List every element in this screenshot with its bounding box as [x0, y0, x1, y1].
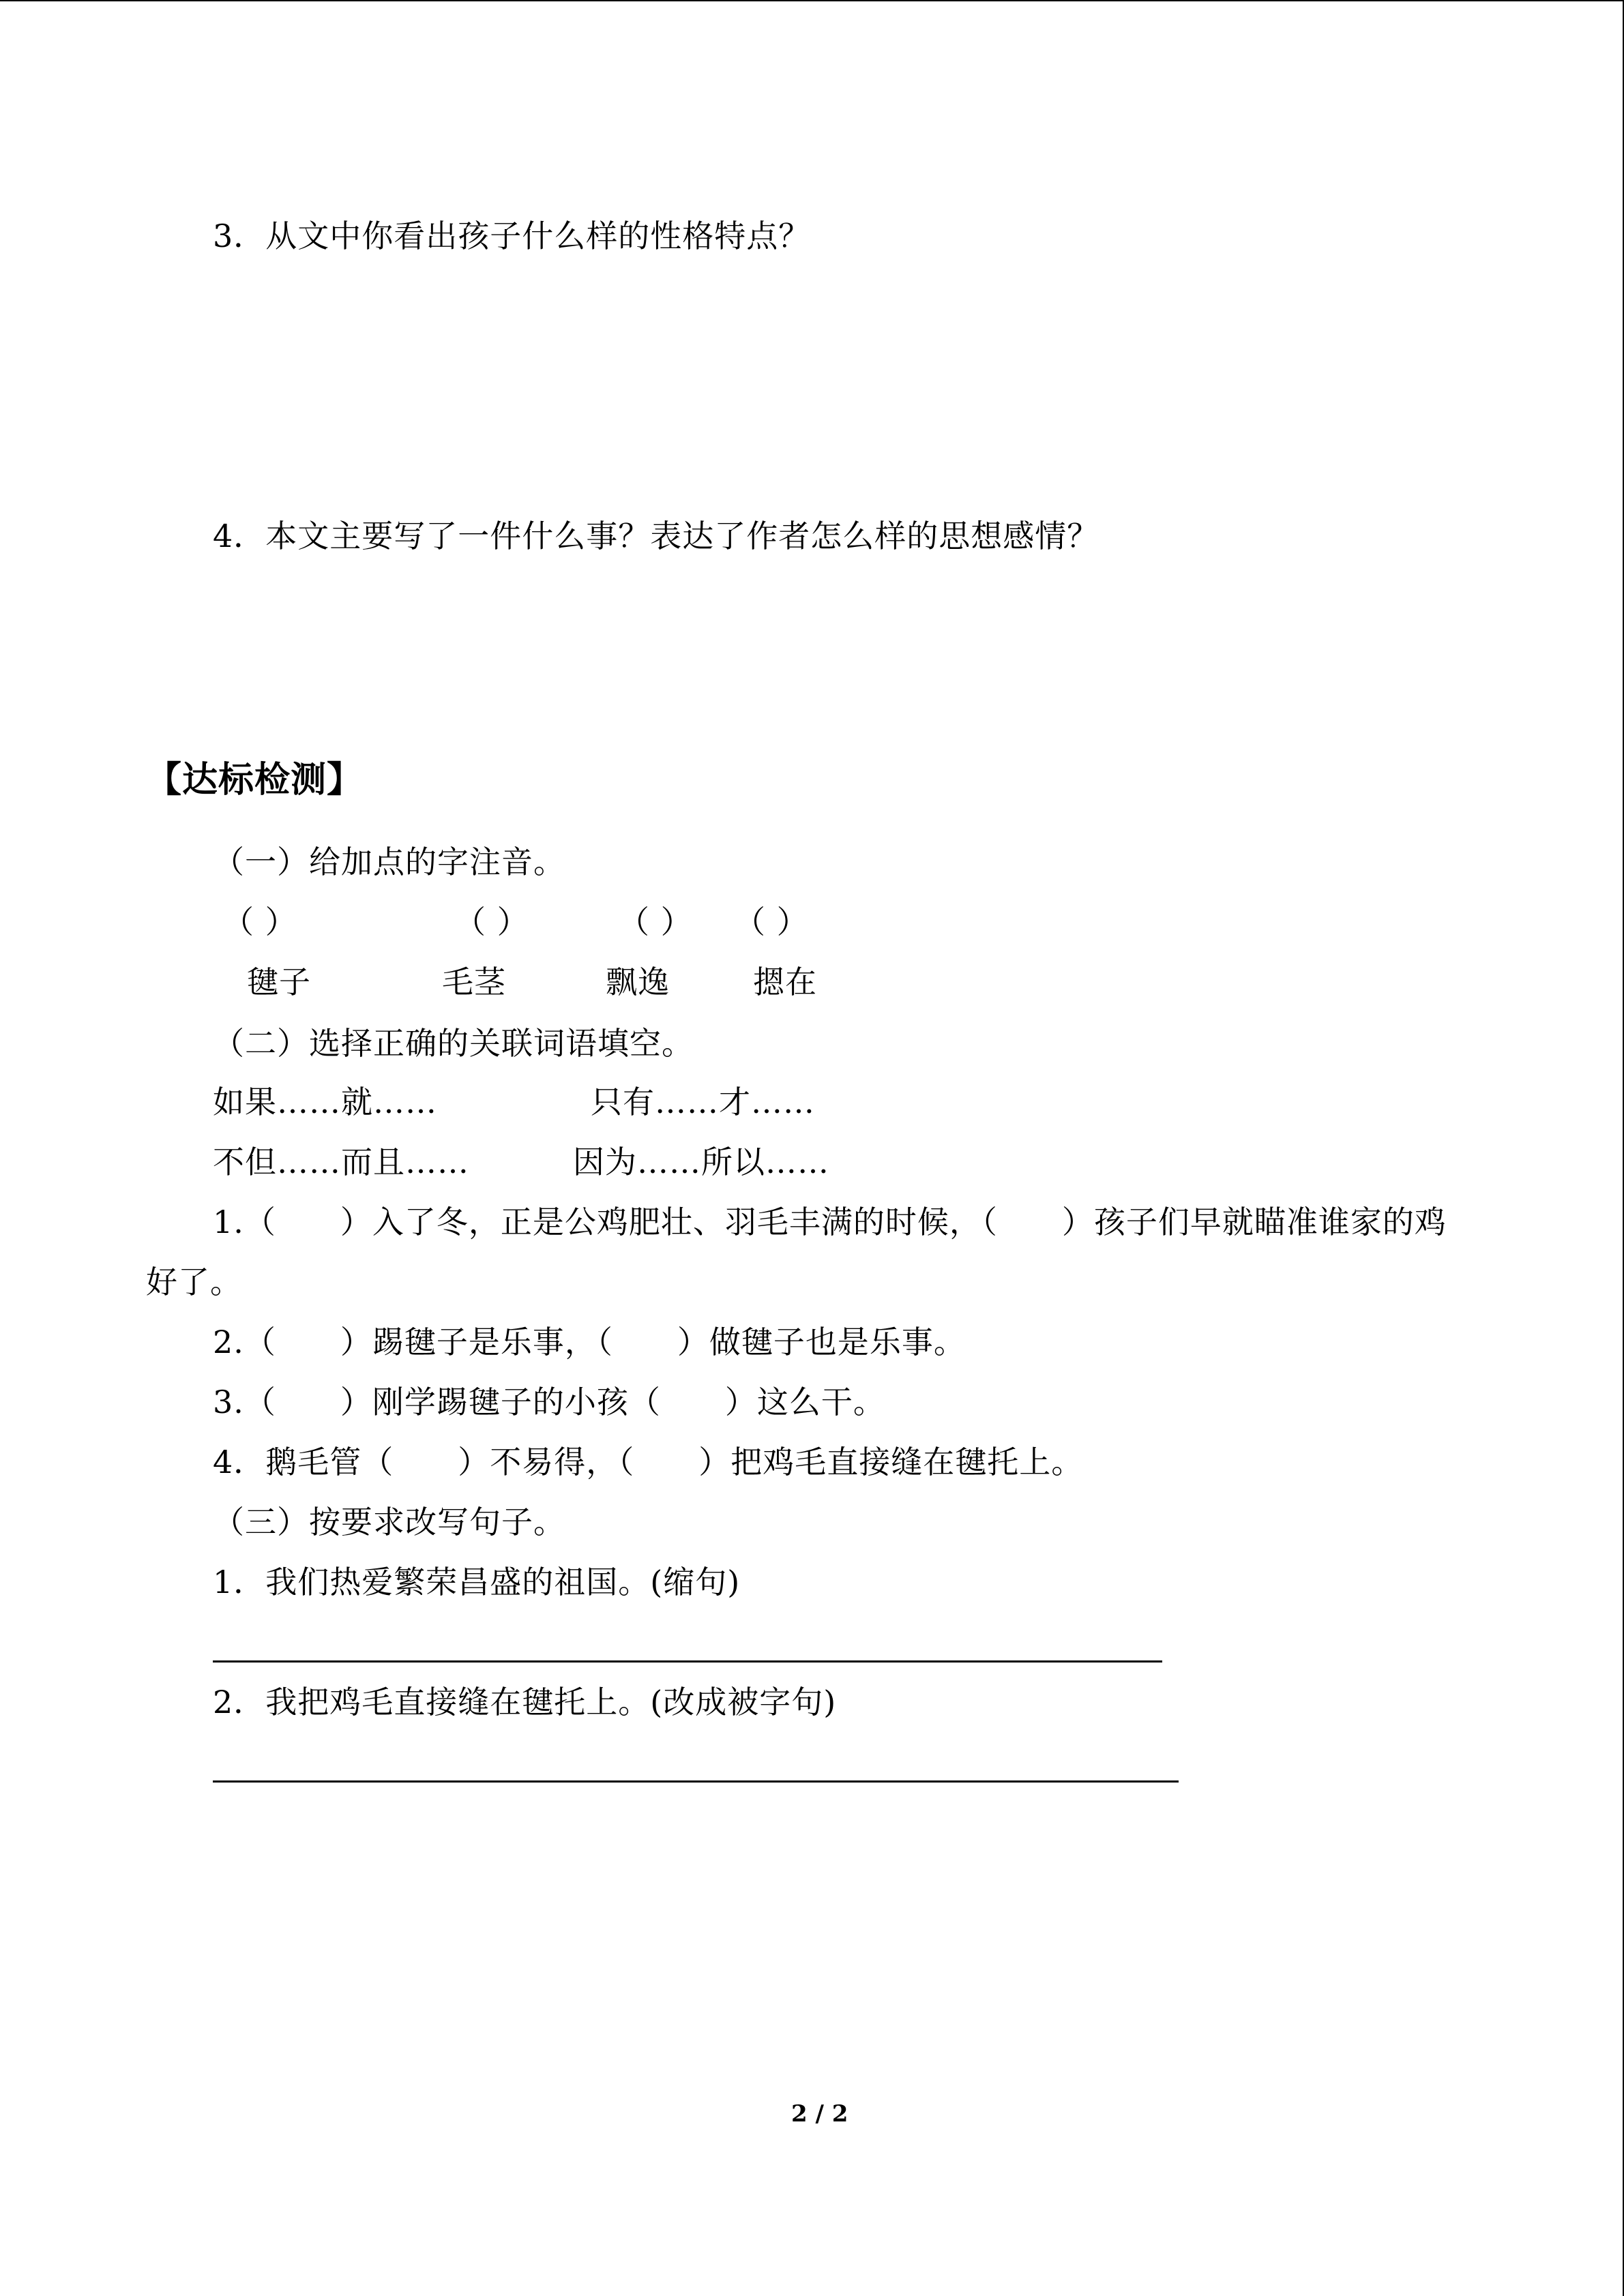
question-3: 3．从文中你看出孩子什么样的性格特点？: [213, 218, 811, 254]
part2-item-1: 1.（ ）入了冬，正是公鸡肥壮、羽毛丰满的时候，（ ）孩子们早就瞄准谁家的鸡: [213, 1204, 1447, 1240]
answer-line-2[interactable]: [213, 1780, 1179, 1783]
connective-option-3: 不但……而且……: [213, 1144, 469, 1180]
connective-option-2: 只有……才……: [591, 1084, 815, 1120]
part2-instruction: （二）选择正确的关联词语填空。: [213, 1025, 694, 1062]
part3-item-1: 1．我们热爱繁荣昌盛的祖国。(缩句): [213, 1564, 741, 1600]
question-4: 4．本文主要写了一件什么事？表达了作者怎么样的思想感情？: [213, 518, 1099, 554]
part1-instruction: （一）给加点的字注音。: [213, 844, 565, 880]
part2-item-3: 3.（ ）刚学踢毽子的小孩（ ）这么干。: [213, 1384, 885, 1420]
section-title: 【达标检测】: [146, 759, 364, 801]
part3-instruction: （三）按要求改写句子。: [213, 1504, 565, 1540]
connective-option-4: 因为……所以……: [573, 1144, 829, 1180]
part2-item-1-continued: 好了。: [146, 1264, 242, 1300]
connective-option-1: 如果……就……: [213, 1084, 437, 1120]
page-top-border: [0, 0, 1623, 1]
part2-item-2: 2.（ ）踢毽子是乐事，（ ）做毽子也是乐事。: [213, 1324, 966, 1360]
pinyin-blank-3[interactable]: （ ）: [618, 904, 693, 940]
pinyin-blank-1[interactable]: （ ）: [222, 904, 297, 940]
word-1: 毽子: [247, 964, 311, 1000]
answer-line-1[interactable]: [213, 1660, 1162, 1663]
page-number: 2 / 2: [791, 2100, 848, 2128]
part3-item-2: 2．我把鸡毛直接缝在毽托上。(改成被字句): [213, 1684, 837, 1720]
word-2: 毛茎: [442, 964, 506, 1000]
word-3: 飘逸: [606, 964, 670, 1000]
pinyin-blank-4[interactable]: （ ）: [734, 904, 809, 940]
pinyin-blank-2[interactable]: （ ）: [454, 904, 529, 940]
word-4: 摁在: [753, 964, 817, 1000]
part2-item-4: 4．鹅毛管（ ）不易得，（ ）把鸡毛直接缝在毽托上。: [213, 1444, 1084, 1480]
